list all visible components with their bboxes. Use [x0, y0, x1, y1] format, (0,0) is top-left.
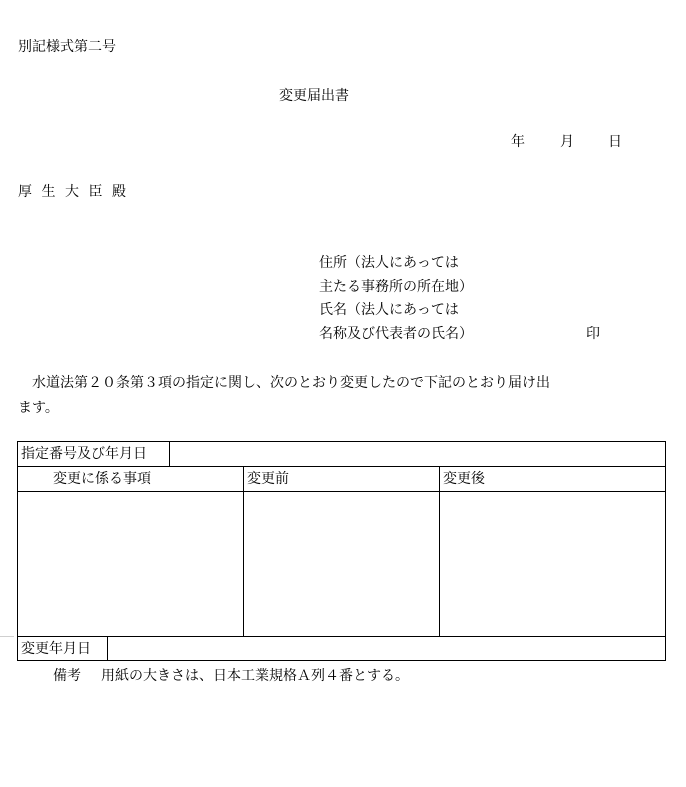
change-date-cell[interactable] [108, 637, 665, 661]
applicant-address-label-line1: 住所（法人にあっては [319, 255, 459, 271]
after-change-cell[interactable] [440, 492, 665, 636]
document-title: 変更届出書 [279, 88, 349, 104]
form-number: 別記様式第二号 [18, 39, 116, 55]
seal-mark: 印 [586, 326, 600, 342]
header-after-change: 変更後 [443, 471, 485, 487]
addressee: 厚生大臣殿 [18, 184, 136, 200]
before-change-cell[interactable] [244, 492, 439, 636]
header-before-change: 変更前 [247, 471, 289, 487]
applicant-address-label-line2: 主たる事務所の所在地） [319, 279, 473, 295]
body-text-line2: ます。 [18, 400, 59, 416]
applicant-name-label-line1: 氏名（法人にあっては [319, 302, 459, 318]
body-text-line1: 水道法第２０条第３項の指定に関し、次のとおり変更したので下記のとおり届け出 [32, 375, 550, 391]
changed-item-cell[interactable] [18, 492, 243, 636]
header-changed-item: 変更に係る事項 [53, 471, 151, 487]
note-text: 用紙の大きさは、日本工業規格Ａ列４番とする。 [101, 668, 409, 684]
designation-value-cell[interactable] [170, 442, 665, 466]
date-day-label: 日 [608, 134, 622, 150]
date-month-label: 月 [560, 134, 574, 150]
change-date-label: 変更年月日 [21, 641, 91, 657]
table-edge-mark [0, 636, 14, 637]
table-divider-row1 [18, 466, 665, 467]
applicant-name-label-line2: 名称及び代表者の氏名） [319, 326, 473, 342]
designation-label: 指定番号及び年月日 [21, 446, 147, 462]
note [53, 666, 409, 686]
change-details-table [17, 441, 666, 661]
date-year-label: 年 [511, 134, 525, 150]
note-label: 備考 [53, 668, 81, 684]
